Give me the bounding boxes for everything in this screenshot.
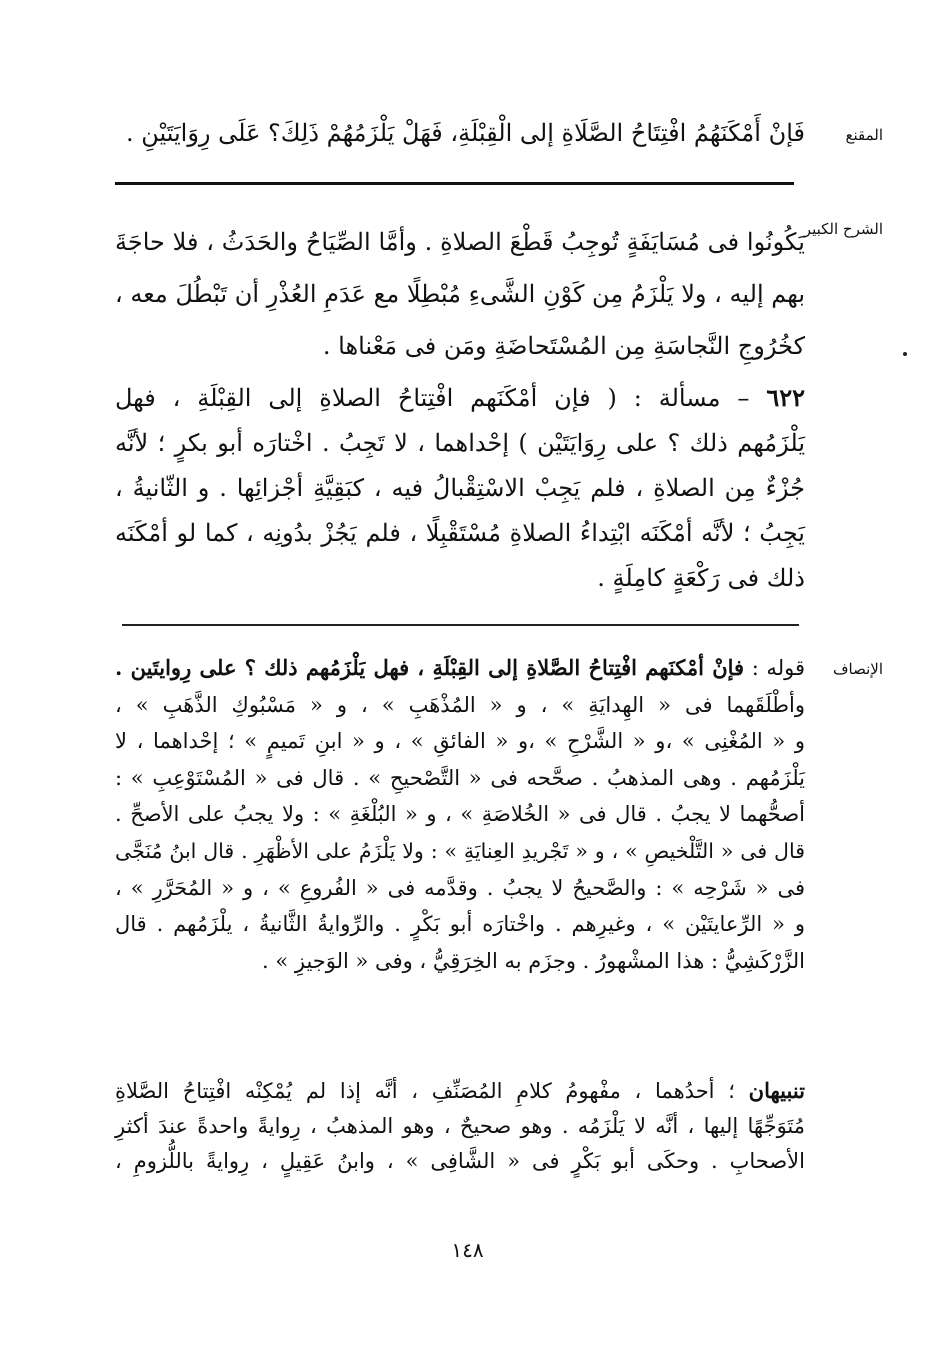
tanbih-lead: تنبيهان bbox=[748, 1078, 805, 1103]
insaf-line: الزَّرْكَشِيُّ : هذا المشْهورُ . وجزَم به الخِرَقِيُّ ، وفى « الوَجيزِ » . bbox=[262, 948, 805, 973]
section-divider-thick bbox=[115, 182, 794, 185]
insaf-line: أصحُّهما لا يجبُ . قال فى « الخُلاصَةِ » ، و « البُلْغَةِ » : ولا يجبُ على الأصحِّ . bbox=[115, 802, 805, 827]
page-number: ١٤٨ bbox=[451, 1238, 484, 1262]
insaf-line: فى « شَرْحِه » : والصَّحيحُ لا يجبُ . وقدَّمه فى « الفُروعِ » ، و « المُحَرَّرِ » ، bbox=[115, 875, 805, 900]
masala-line-text: – مسألة : ( فإن أمْكَنَهم افْتِتاحُ الصلاةِ إلى القِبْلَةِ ، فهل bbox=[115, 384, 750, 412]
sharh-line: بهم إليه ، ولا يَلْزَمُ مِن كَوْنِ الشَّىءِ مُبْطِلًا مع عَدَمِ العُذْرِ أن تَبْطُلَ معه ، bbox=[115, 280, 806, 308]
masala-line: يَلْزَمُهم ذلك ؟ على رِوَايَتَيْن ) إحْداهما ، لا تَجِبُ . اخْتارَه أبو بكرٍ ؛ لأنَّه bbox=[115, 429, 805, 457]
insaf-line bbox=[115, 650, 805, 687]
sharh-line: كخُرُوجِ النَّجاسَةِ مِن المُسْتَحاضَةِ ومَن فى مَعْناها . bbox=[322, 332, 805, 360]
insaf-lead: قوله : bbox=[744, 656, 805, 680]
section-label-insaf: الإنصاف bbox=[832, 660, 883, 678]
tanbih-line-text: ؛ أحدُهما ، مفْهومُ كلامِ المُصَنِّفِ ، أنَّه إذا لم يُمْكِنْه افْتِتاحُ الصَّلاةِ bbox=[115, 1079, 735, 1103]
tanbih-line: الأصحابِ . وحكَى أبو بَكْرٍ فى « الشَّافِى » ، وابنُ عَقِيلٍ ، رِوايةً باللُّزومِ ، bbox=[115, 1149, 805, 1173]
section-label-muqni: المقنع bbox=[845, 126, 883, 144]
insaf-line: وأطْلَقَهما فى « الهِدايَةِ » ، و « المُذْهَبِ » ، و « مَسْبُوكِ الذَّهَبِ » ، bbox=[115, 692, 805, 717]
insaf-line: قال فى « التَّلْخيصِ » ، و « تَجْريدِ العِنايَةِ » : ولا يَلْزَمُ على الأظْهَرِ . قال ابنُ مُنَجَّى bbox=[115, 838, 805, 863]
tanbih-text-block bbox=[115, 1073, 805, 1179]
muqni-line: فَإنْ أَمْكَنَهُمُ افْتِتَاحُ الصَّلَاةِ إلى الْقِبْلَةِ، فَهَلْ يَلْزَمُهُمْ ذَلِكَ؟ عَلَى رِوَايَتَيْنِ . bbox=[125, 119, 805, 147]
masala-line: جُزْءٌ مِن الصلاةِ ، فلم يَجِبْ الاسْتِقْبالُ فيه ، كبَقِيَّةِ أجْزائِها . و الثّانيةُ ، bbox=[115, 474, 805, 502]
margin-dot bbox=[903, 352, 907, 356]
sharh-text-block bbox=[115, 216, 805, 372]
tanbih-line: مُتَوَجِّهًا إليها ، أنَّه لا يَلْزَمُه . وهو صحيحٌ ، وهو المذهبُ ، رِوايةً واحدةً عندَ أكثرِ bbox=[115, 1114, 805, 1138]
masala-text-block bbox=[115, 375, 805, 601]
tanbih-line bbox=[115, 1073, 805, 1109]
sharh-line: يَكُونُوا فى مُسَايَفَةٍ تُوجِبُ قَطْعَ الصلاةِ . وأمَّا الصِّيَاحُ والحَدَثُ ، فلا حاجَةَ bbox=[115, 228, 805, 256]
masala-line: يَجِبُ ؛ لأنَّه أمْكَنَه ابْتِداءُ الصلاةِ مُسْتَقْبِلًا ، فلم يَجُزْ بدُونِه ، كما لو أمْكَنَه bbox=[115, 519, 805, 547]
section-label-sharh: الشرح الكبير bbox=[803, 220, 883, 238]
muqni-text-block bbox=[115, 110, 805, 156]
insaf-line: و « الرِّعايتَيْن » ، وغيرِهم . واخْتارَه أبو بَكْرٍ . والرِّوايةُ الثَّانيةُ ، يلْزَمُهم . قال bbox=[115, 912, 805, 937]
insaf-text-block bbox=[115, 650, 805, 979]
masala-number: ٦٢٢ bbox=[766, 383, 805, 412]
insaf-quoted-matn: فإنْ أمْكنَهم افْتِتاحُ الصَّلاةِ إلى القِبْلَةِ ، فهل يَلْزَمُهم ذلك ؟ على رِوايتَين . bbox=[115, 655, 745, 680]
masala-line bbox=[115, 375, 805, 421]
insaf-line: يَلْزَمُهم . وهى المذهبُ . صحَّحه فى « التَّصْحيحِ » . قال فى « المُسْتَوْعِبِ » : bbox=[115, 765, 805, 790]
section-divider-thin bbox=[122, 624, 799, 626]
insaf-line: و « المُغْنِى » ،و « الشَّرْحِ » ،و « الفائقِ » ، و « ابنِ تَميمٍ » ؛ إحْداهما ، لا bbox=[115, 729, 805, 754]
masala-line: ذلك فى رَكْعَةٍ كامِلَةٍ . bbox=[597, 564, 805, 592]
